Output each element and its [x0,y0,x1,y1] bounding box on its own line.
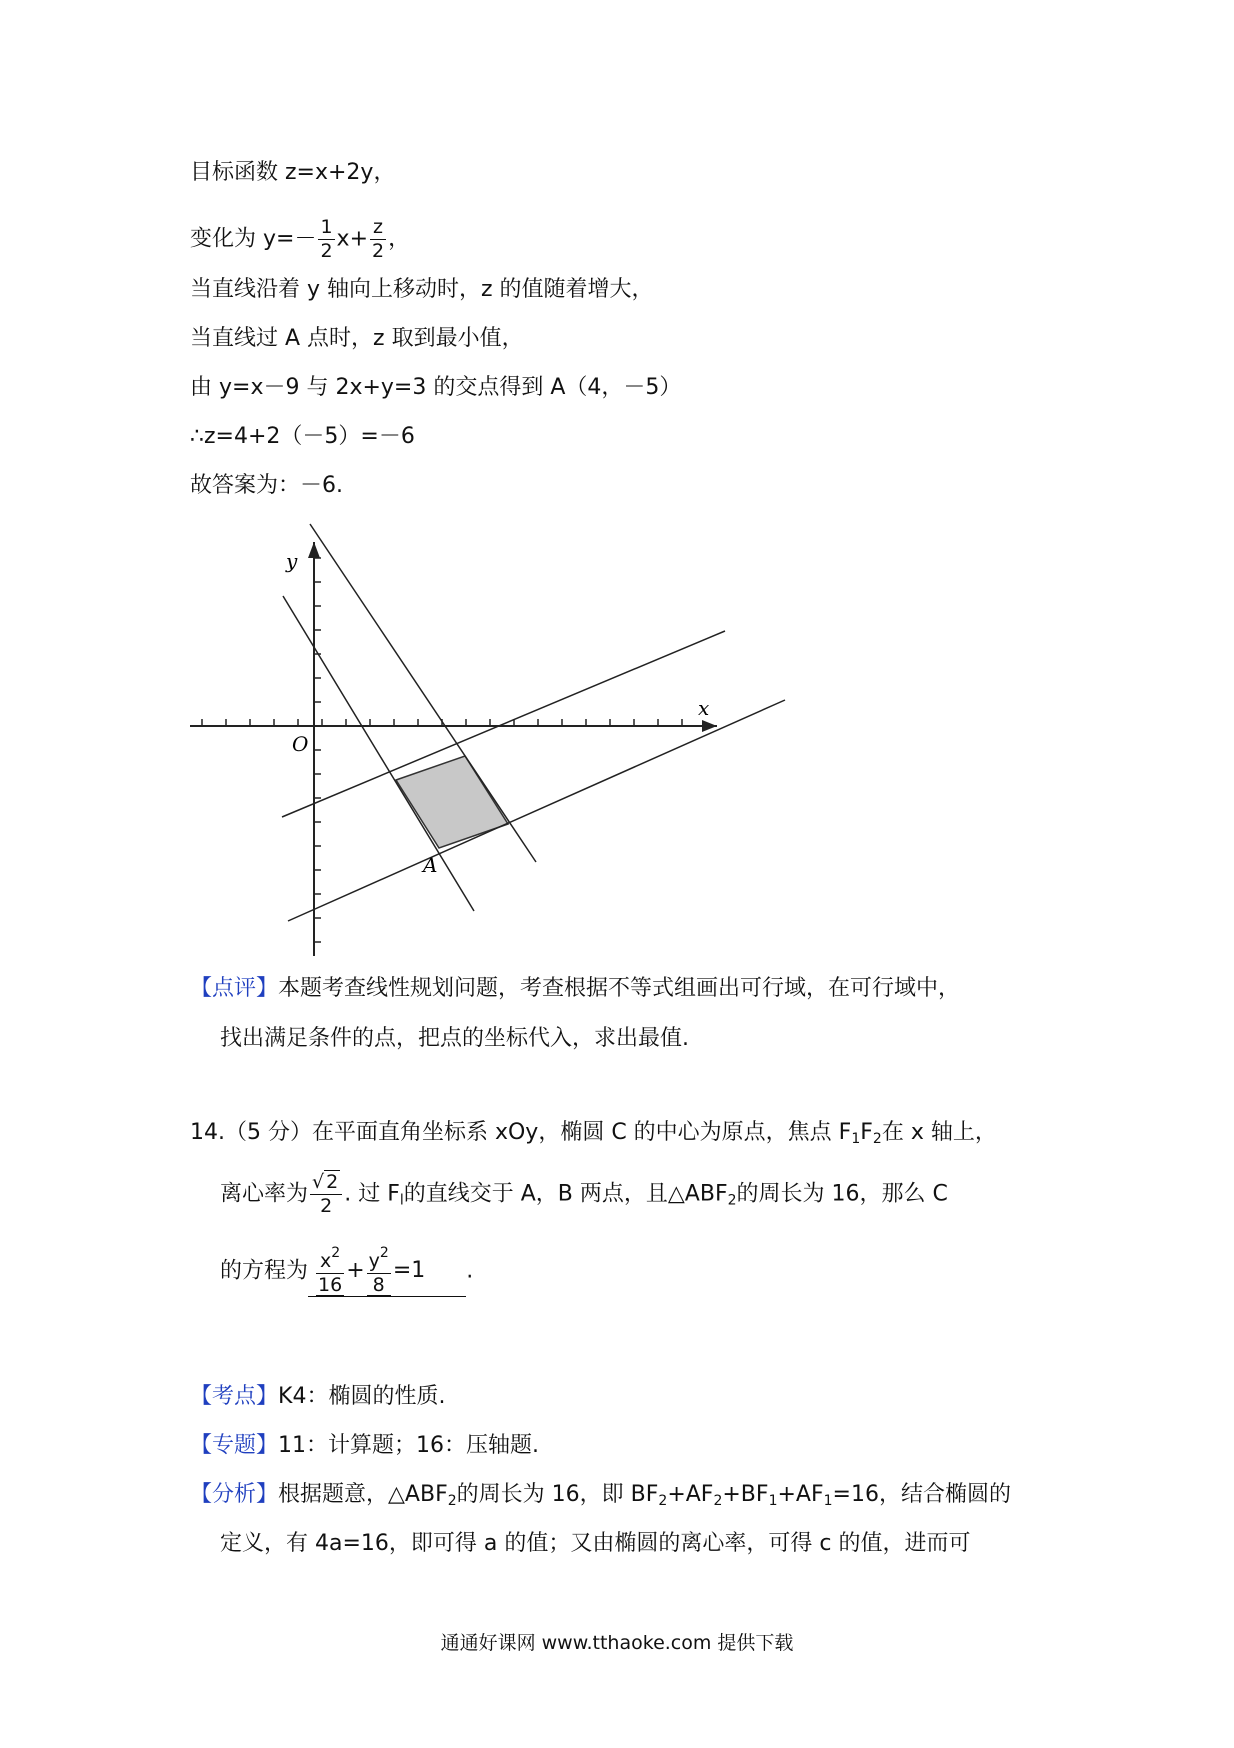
comment-tag: 【点评】 [190,976,279,1001]
feasible-region [396,756,508,848]
comment-line-2: 找出满足条件的点，把点的坐标代入，求出最值. [220,1026,689,1051]
origin-label: O [292,732,309,756]
y-axis-arrow [308,542,320,558]
x-axis-label: x [698,696,710,720]
zhuanti-tag: 【专题】 [190,1433,279,1458]
zhuanti-line: 【专题】11：计算题；16：压轴题. [190,1433,539,1458]
kaodian-line: 【考点】K4：椭圆的性质. [190,1384,446,1409]
q14-line-2: 离心率为 $\frac{√ 2}{2}$ . 过 $F_l$的直线交于 A，B 两点，且$\triangle ABF_2$的周长为 16，那么 C [220,1171,948,1217]
answer-blank: $\frac{x^2}{16}$ + $\frac{y^2}{8}$ =1 [308,1246,466,1297]
solution-line-6: ∴z=4+2（－5）=－6 [190,424,415,449]
x-axis-arrow [702,720,717,732]
fenxi-line-1: 【分析】根据题意，$\triangle ABF_2$的周长为 16，即 $BF_2+AF_2+BF_1+AF_1=16$，结合椭圆的 [190,1482,1011,1509]
solution-line-3: 当直线沿着 y 轴向上移动时，z 的值随着增大， [190,277,654,302]
q14-line-1: 14.（5 分）在平面直角坐标系 xOy，椭圆 C 的中心为原点，焦点 $F_1F_2$在 x 轴上， [190,1120,997,1147]
line-lower-diagonal [283,596,474,911]
sqrt-symbol: √ 2 [312,1171,339,1193]
answer-fraction-y: $\frac{y^2}{8}$ [368,1245,389,1296]
y-ticks [314,558,321,942]
solution-line-1: 目标函数 z=x+2y， [190,160,396,185]
answer-fraction-x: $\frac{x^2}{16}$ [318,1245,343,1296]
solution-line-7: 故答案为：－6. [190,473,343,498]
point-a-label: A [423,853,438,877]
fraction-half: $\frac{1}{2}$ [320,216,333,262]
solution-line-4: 当直线过 A 点时，z 取到最小值， [190,326,524,351]
y-axis-label: y [286,549,298,573]
comment-line-1: 【点评】本题考查线性规划问题，考查根据不等式组画出可行域，在可行域中， [190,976,961,1001]
solution-line-5: 由 y=x－9 与 2x+y=3 的交点得到 A（4，－5） [190,375,682,400]
fenxi-tag: 【分析】 [190,1482,279,1507]
eccentricity-fraction: $\frac{√ 2}{2}$ [310,1173,342,1216]
fenxi-line-2: 定义，有 4a=16，即可得 a 的值；又由椭圆的离心率，可得 c 的值，进而可 [220,1531,971,1556]
feasible-region-graph [190,518,810,958]
q14-line-3: 的方程为 $\frac{x^2}{16}$ + $\frac{y^2}{8}$ =1 . [220,1245,474,1296]
line-lower-parallel [288,700,785,921]
kaodian-tag: 【考点】 [190,1384,279,1409]
solution-line-2: 变化为 y=－ $\frac{1}{2}$ x+ $\frac{z}{2}$ ， [190,216,411,262]
footer-text: 通通好课网 www.tthaoke.com 提供下载 [440,1632,794,1654]
fraction-z-half: $\frac{z}{2}$ [372,216,385,262]
